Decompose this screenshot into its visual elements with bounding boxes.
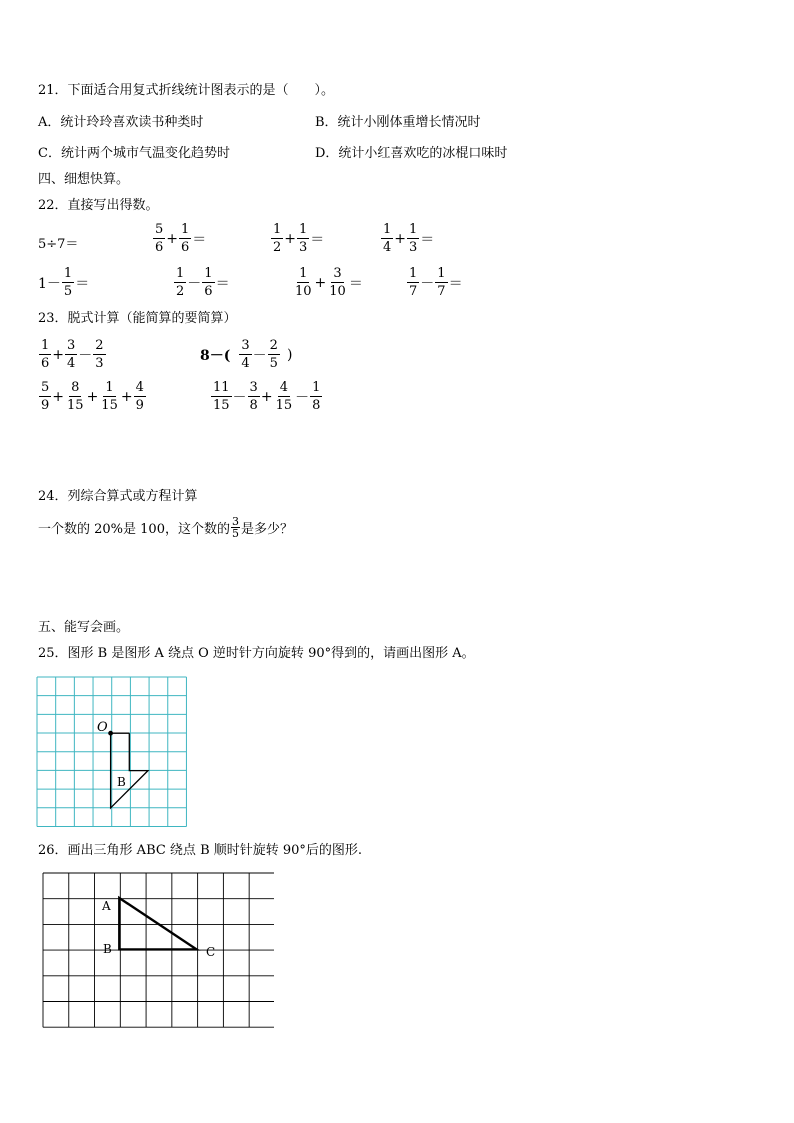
label-c: C (206, 945, 216, 959)
fraction: $\frac{2}{3}$ (95, 338, 104, 371)
section-4-heading: 四、细想快算。 (38, 172, 130, 187)
fraction: $\frac{1}{6}$ (204, 266, 213, 299)
label-a: A (102, 899, 111, 913)
fraction: $\frac{8}{15}$ (67, 380, 84, 413)
fraction: $\frac{1}{4}$ (383, 222, 392, 255)
q25-stem: 25．图形 B 是图形 A 绕点 O 逆时针方向旋转 90°得到的，请画出图形 A。 (38, 646, 475, 661)
fraction: $\frac{4}{9}$ (135, 380, 144, 413)
fraction: $\frac{1}{7}$ (437, 266, 446, 299)
q21-option-d[interactable]: D．统计小红喜欢吃的冰棍口味时 (315, 146, 508, 161)
q22-expr-3: $\frac{1}{2}$ + $\frac{1}{3}$ ＝ (273, 222, 325, 255)
q21-option-a[interactable]: A．统计玲玲喜欢读书种类时 (38, 115, 204, 130)
fraction: $\frac{1}{7}$ (409, 266, 418, 299)
fraction: $\frac{1}{3}$ (409, 222, 418, 255)
q22-expr-7: $\frac{1}{10}$ + $\frac{3}{10}$ ＝ (295, 266, 363, 299)
fraction: $\frac{3}{5}$ (231, 515, 239, 540)
q22-stem: 22．直接写出得数。 (38, 198, 159, 213)
fraction: $\frac{1}{5}$ (63, 266, 73, 299)
label-b: B (103, 942, 112, 956)
fraction: $\frac{1}{2}$ (176, 266, 185, 299)
fraction: $\frac{5}{6}$ (155, 222, 164, 255)
label-b: B (117, 775, 126, 789)
point-o (108, 731, 113, 736)
fraction: $\frac{11}{15}$ (213, 380, 230, 413)
triangle-abc (119, 898, 196, 949)
q24-problem: 一个数的 20%是 100，这个数的 $\frac{3}{5}$ 是多少？ (38, 515, 293, 540)
q25-grid-figure[interactable] (36, 676, 188, 828)
fraction: $\frac{1}{6}$ (181, 222, 190, 255)
q22-expr-1-text: 5÷7＝ (38, 237, 79, 252)
fraction: $\frac{1}{15}$ (101, 380, 118, 413)
fraction: $\frac{1}{6}$ (41, 338, 50, 371)
q26-grid-figure[interactable] (42, 872, 274, 1030)
fraction: $\frac{1}{3}$ (299, 222, 308, 255)
q23-expr-2: 8－( $\frac{3}{4}$ － $\frac{2}{5}$ ) (200, 338, 293, 371)
fraction: $\frac{1}{2}$ (273, 222, 282, 255)
q23-stem: 23．脱式计算（能简算的要简算） (38, 311, 237, 326)
fraction: $\frac{1}{8}$ (312, 380, 321, 413)
fraction: $\frac{3}{10}$ (329, 266, 346, 299)
fraction: $\frac{3}{4}$ (241, 338, 250, 371)
label-o: O (97, 720, 108, 735)
fraction: $\frac{2}{5}$ (269, 338, 278, 371)
q25-grid (37, 677, 186, 826)
q23-expr-1: $\frac{1}{6}$ + $\frac{3}{4}$ － $\frac{2}{3}$ (41, 338, 104, 371)
q22-expr-5: 1－ $\frac{1}{5}$ ＝ (38, 266, 90, 299)
q23-expr-3: $\frac{5}{9}$ + $\frac{8}{15}$ + $\frac{1}{15}$ + $\frac{4}{9}$ (41, 380, 144, 413)
fraction: $\frac{5}{9}$ (41, 380, 50, 413)
q22-expr-4: $\frac{1}{4}$ + $\frac{1}{3}$ ＝ (383, 222, 435, 255)
q26-stem: 26．画出三角形 ABC 绕点 B 顺时针旋转 90°后的图形. (38, 843, 363, 858)
fraction: $\frac{3}{4}$ (67, 338, 76, 371)
fraction: $\frac{4}{15}$ (275, 380, 293, 413)
q22-expr-1 (38, 233, 78, 252)
q23-expr-4: $\frac{11}{15}$ － $\frac{3}{8}$ + $\frac{4}{15}$ － $\frac{1}{8}$ (213, 380, 321, 413)
fraction: $\frac{1}{10}$ (295, 266, 312, 299)
q22-expr-6: $\frac{1}{2}$ － $\frac{1}{6}$ ＝ (176, 266, 230, 299)
q21-option-c[interactable]: C．统计两个城市气温变化趋势时 (38, 146, 230, 161)
q22-expr-8: $\frac{1}{7}$ － $\frac{1}{7}$ ＝ (409, 266, 463, 299)
q21-option-b[interactable]: B．统计小刚体重增长情况时 (315, 115, 481, 130)
q24-stem: 24．列综合算式或方程计算 (38, 489, 198, 504)
q21-stem: 21．下面适合用复式折线统计图表示的是（ ）。 (38, 83, 335, 98)
q22-expr-2: $\frac{5}{6}$ + $\frac{1}{6}$ ＝ (155, 222, 207, 255)
section-5-heading: 五、能写会画。 (38, 620, 130, 635)
fraction: $\frac{3}{8}$ (249, 380, 258, 413)
